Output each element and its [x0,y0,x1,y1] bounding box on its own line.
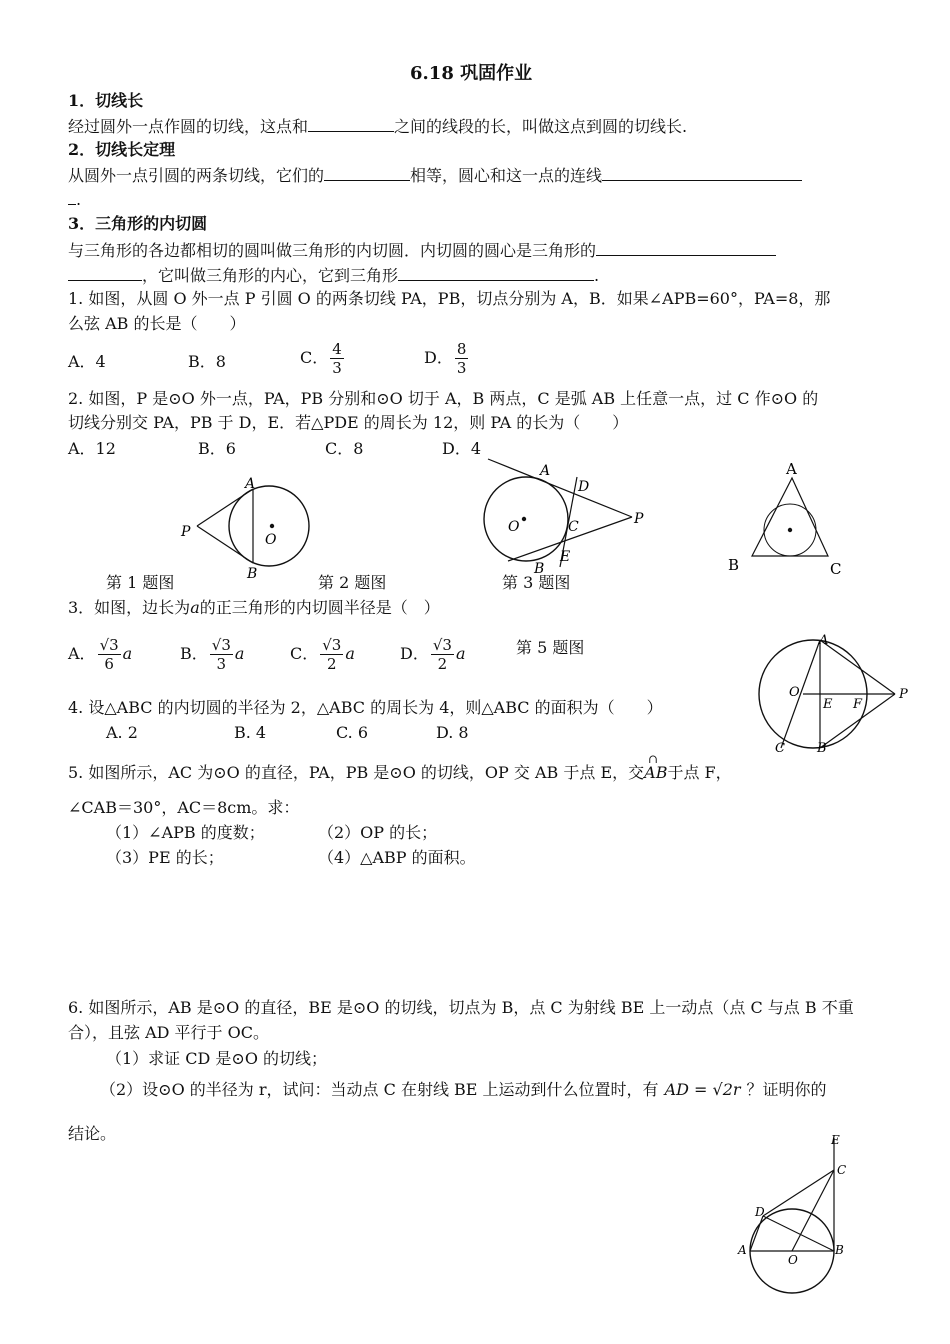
q5-sub4: （4）△ABP 的面积。 [318,848,476,867]
fraction [330,340,344,377]
fraction [98,636,121,673]
f3-label-c: C [830,560,842,578]
section-2-heading: 2．切线长定理 [68,140,176,159]
q2-opt-c: C．8 [325,439,364,458]
f5-label-b: B [817,741,827,756]
q6-line1: 6. 如图所示，AB 是⊙O 的直径，BE 是⊙O 的切线，切点为 B，点 C 为射线 BE 上一动点（点 C 与点 B 不重 [68,998,854,1017]
q2-opt-d: D．4 [442,439,482,458]
q4-opt-d: D. 8 [436,723,469,742]
section-2-text-line2 [68,188,81,210]
f2-label-o: O [508,519,520,535]
q1-opt-c-label: C． [300,348,329,367]
q5-text-b: 于点 F， [667,763,732,782]
f1-label-p: P [181,524,191,540]
page-title: 6.18 巩固作业 [410,63,533,84]
q1-opt-d-label: D． [424,348,453,367]
q6-formula: AD = √2r [664,1080,741,1099]
q5-sub2: （2）OP 的长； [318,823,438,842]
figure-3 [720,456,860,581]
blank [308,115,394,132]
f6-label-e: E [831,1133,840,1147]
f1-label-o: O [265,532,277,548]
blank [68,264,142,281]
f2-label-c: C [568,519,579,535]
q1-opt-d [424,340,470,377]
fig5-caption: 第 5 题图 [516,638,585,657]
f3-label-a: A [786,460,797,478]
fraction-num: √3 [99,636,119,654]
f6-label-o: O [788,1253,798,1267]
f5-label-e: E [823,697,833,712]
section-2-text [68,164,802,186]
blank [68,188,76,205]
q5-text-a: 5. 如图所示，AC 为⊙O 的直径，PA，PB 是⊙O 的切线，OP 交 AB 于点 E，交 [68,763,645,782]
q3-opt-d [400,636,466,673]
q2-opt-a: A．12 [68,439,116,458]
fraction [320,636,343,673]
section-1-text [68,115,687,137]
q4-opt-a: A. 2 [106,723,138,742]
q3-opt-a [68,636,132,673]
f1-label-a: A [245,476,256,492]
f5-label-a: A [819,633,829,648]
f5-label-o: O [789,685,800,700]
f3-label-b: B [728,556,740,574]
fraction-den: 3 [332,359,342,377]
fraction-num: √3 [211,636,231,654]
section-3-text [68,239,776,261]
section-1-heading: 1．切线长 [68,91,144,110]
q3-text-b: 的正三角形的内切圆半径是（ ） [199,598,440,617]
q3-opt-c-label: C． [290,644,319,663]
section-3-heading: 3．三角形的内切圆 [68,214,208,233]
f6-label-d: D [755,1205,765,1219]
q3-opt-a-label: A． [68,644,96,663]
blank [398,264,594,281]
figure-2 [470,455,660,575]
f2-label-a: A [540,463,551,479]
q5-line1 [68,752,732,783]
q3-opt-c [290,636,355,673]
figure-6 [735,1130,855,1295]
q4-opt-b: B. 4 [234,723,267,742]
f5-label-c: C [775,741,785,756]
q3-opt-b [180,636,244,673]
f2-label-e: E [560,549,571,565]
fraction-num: 4 [332,340,342,358]
blank [602,164,802,181]
section-2-text-b: 相等，圆心和这一点的连线 [410,166,603,185]
q1-opt-c [300,340,346,377]
q3-opt-b-label: B． [180,644,208,663]
q2-line2: 切线分别交 PA，PB 于 D，E．若△PDE 的周长为 12，则 PA 的长为（ ） [68,413,629,432]
fraction-den: 2 [437,655,448,673]
q5-sub3: （3）PE 的长； [106,848,224,867]
f2-label-b: B [534,561,545,575]
f5-label-f: F [853,697,863,712]
fraction [210,636,233,673]
fig3-caption: 第 3 题图 [502,573,571,592]
blank [324,164,410,181]
f6-label-b: B [835,1243,844,1257]
figure-1 [175,470,335,585]
fraction-den: 3 [456,359,467,377]
q3-opt-d-label: D． [400,644,429,663]
q4-opt-c: C. 6 [336,723,369,742]
q6-text-a: （2）设⊙O 的半径为 r，试问：当动点 C 在射线 BE 上运动到什么位置时，有 [100,1080,659,1099]
fraction-num: 8 [456,340,467,358]
q3-suffix: a [455,644,466,663]
q6-line-last: 结论。 [68,1124,117,1143]
q6-sub2 [100,1080,827,1100]
q3-line1 [68,598,440,618]
q1-line2: 么弦 AB 的长是（ ） [68,314,246,333]
section-1-text-a: 经过圆外一点作圆的切线，这点和 [68,117,309,136]
fraction-num: √3 [322,636,342,654]
q6-line2: 合），且弦 AD 平行于 OC。 [68,1023,270,1042]
f5-label-p: P [899,687,908,702]
q6-text-b: ？证明你的 [746,1080,827,1099]
q1-line1: 1. 如图，从圆 O 外一点 P 引圆 O 的两条切线 PA，PB，切点分别为 A，B．如果∠APB=60°，PA=8，那 [68,289,831,308]
q3-suffix: a [234,644,245,663]
f6-label-a: A [738,1243,747,1257]
section-3-text-line2 [68,264,599,286]
q3-suffix: a [122,644,133,663]
fraction [431,636,454,673]
fraction-num: √3 [432,636,452,654]
section-2-period: . [76,190,82,209]
fraction-den: 2 [327,655,337,673]
section-1-text-b: 之间的线段的长，叫做这点到圆的切线长. [394,117,688,136]
fraction-den: 3 [216,655,227,673]
q3-text-a: 3．如图，边长为 [68,598,191,617]
arc-label: AB [644,763,668,782]
q3-var: a [190,598,200,617]
section-3-period: . [594,266,600,285]
section-2-text-a: 从圆外一点引圆的两条切线，它们的 [68,166,325,185]
f6-label-c: C [837,1163,847,1177]
q1-opt-b: B．8 [188,352,226,371]
f2-label-d: D [578,479,590,495]
arc-ab [644,752,668,783]
fraction-den: 6 [104,655,114,673]
q2-opt-b: B．6 [198,439,236,458]
arc-mark: ∩ [648,752,659,766]
blank [596,239,776,256]
section-3-text-a: 与三角形的各边都相切的圆叫做三角形的内切圆．内切圆的圆心是三角形的 [68,241,597,260]
q6-sub1: （1）求证 CD 是⊙O 的切线； [106,1049,328,1068]
f1-label-b: B [247,566,258,582]
figure-5 [745,630,920,760]
section-3-text-b: ，它叫做三角形的内心，它到三角形 [142,266,399,285]
fig2-caption: 第 2 题图 [318,573,387,592]
f2-label-p: P [634,511,644,527]
q1-opt-a: A．4 [68,352,106,371]
q5-line2: ∠CAB＝30°，AC＝8cm。求： [68,798,300,817]
fig1-caption: 第 1 题图 [106,573,175,592]
fraction [455,340,469,377]
q4-line1: 4. 设△ABC 的内切圆的半径为 2，△ABC 的周长为 4，则△ABC 的面积为（ ） [68,698,663,717]
q5-sub1: （1）∠APB 的度数； [106,823,265,842]
q3-suffix: a [345,644,355,663]
q2-line1: 2. 如图，P 是⊙O 外一点，PA，PB 分别和⊙O 切于 A，B 两点，C 是弧 AB 上任意一点，过 C 作⊙O 的 [68,389,819,408]
